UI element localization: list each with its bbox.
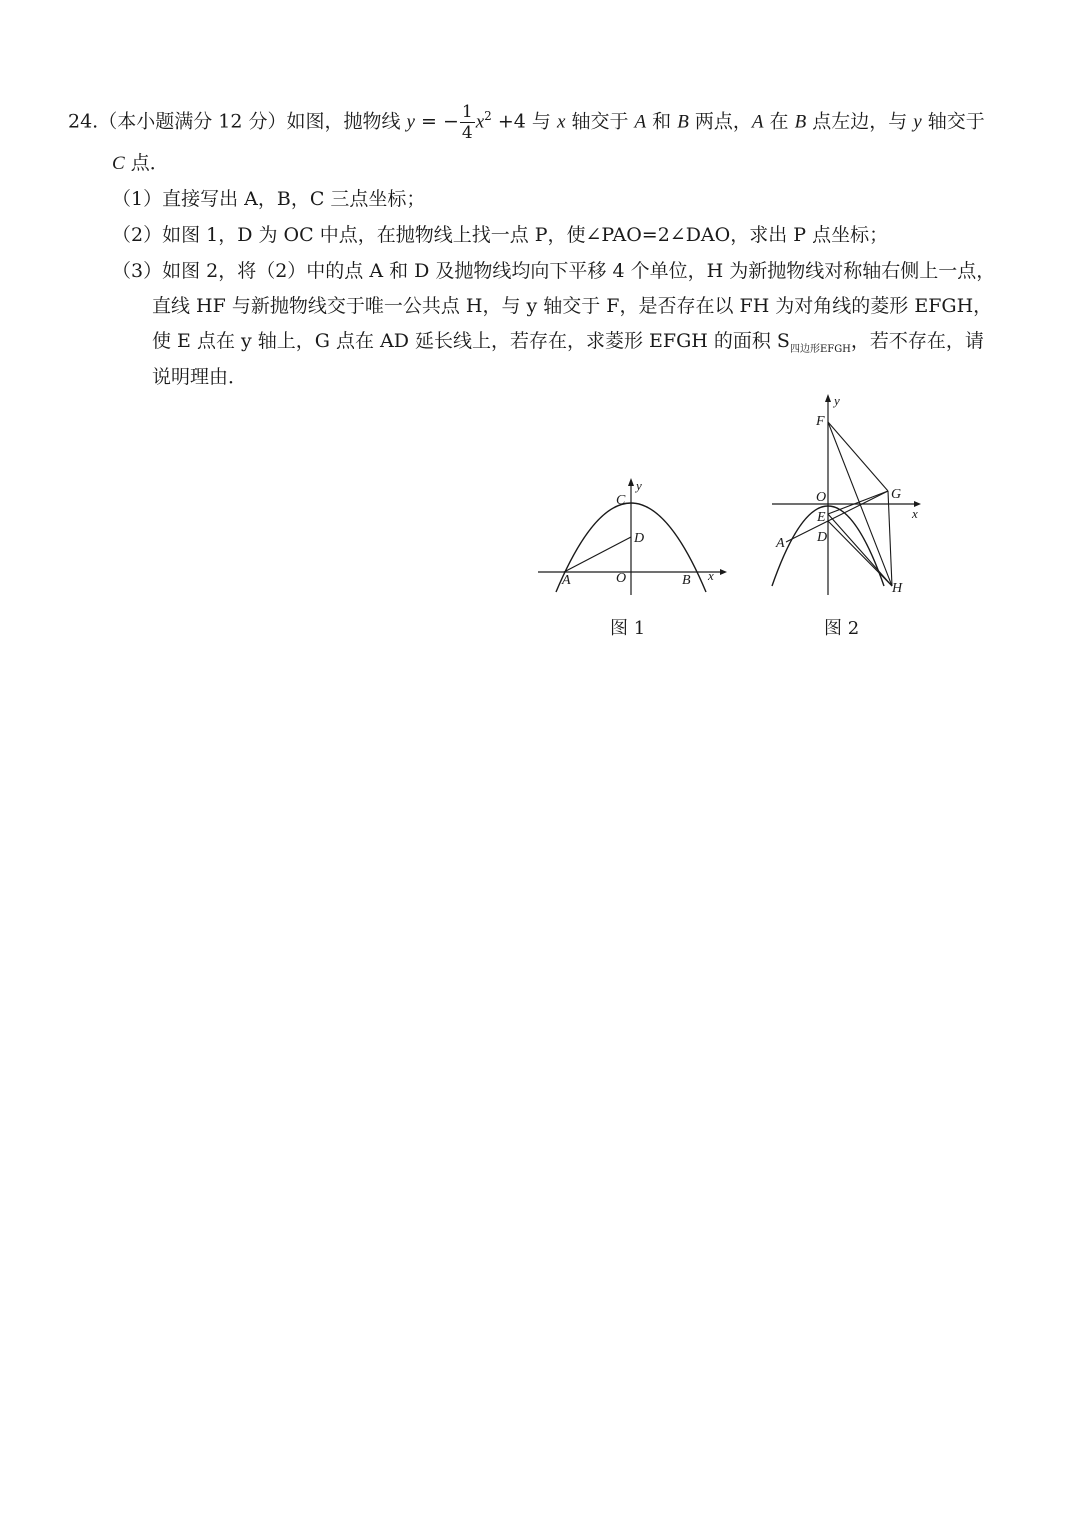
var-y: y xyxy=(913,111,922,133)
part-3-label: （3） xyxy=(112,260,163,282)
area-subscript: 四边形EFGH xyxy=(789,343,851,355)
label-y: y xyxy=(636,478,642,493)
text-segment: 轴交于 xyxy=(921,110,985,133)
label-D: D xyxy=(634,531,645,546)
label-B: B xyxy=(682,573,691,588)
part-3-line-4 xyxy=(152,364,247,390)
text-segment: 与 xyxy=(525,110,557,133)
part-3-text: ，若不存在，请 xyxy=(850,330,984,352)
figure-2 xyxy=(764,390,934,610)
var-B: B xyxy=(677,111,689,133)
problem-meta: （本小题满分 12 分） xyxy=(98,110,287,133)
y-axis-arrow xyxy=(825,394,831,402)
part-3-line-3 xyxy=(152,328,984,363)
fraction-numerator: 1 xyxy=(461,102,473,122)
x-axis-arrow xyxy=(720,569,727,575)
part-2-label: （2） xyxy=(112,224,163,246)
label-A: A xyxy=(562,573,571,588)
label-F: F xyxy=(816,414,825,429)
segment-EH xyxy=(828,514,892,586)
part-3-text: 说明理由． xyxy=(152,366,248,388)
part-3-text: 如图 2，将（2）中的点 A 和 D 及抛物线均向下平移 4 个单位，H 为新抛物线对称轴右侧上一点， xyxy=(162,260,996,282)
part-3-line-1 xyxy=(112,258,995,284)
label-D: D xyxy=(817,530,828,545)
fraction-denominator: 4 xyxy=(461,123,473,143)
part-1-label: （1） xyxy=(112,188,163,210)
label-x: x xyxy=(912,506,918,521)
figure-2-caption: 图 2 xyxy=(824,618,860,639)
label-O: O xyxy=(816,490,827,505)
var-x: x xyxy=(556,111,566,133)
var-A: A xyxy=(634,111,647,133)
problem-line-1 xyxy=(68,102,985,143)
part-1 xyxy=(112,186,425,212)
var-A: A xyxy=(751,111,764,133)
part-2-text: 如图 1，D 为 OC 中点，在抛物线上找一点 P，使∠PAO=2∠DAO，求出 P 点坐标； xyxy=(162,224,889,246)
text-segment: 轴交于 xyxy=(565,110,635,133)
label-E: E xyxy=(817,510,826,525)
figure-1-caption: 图 1 xyxy=(610,618,646,639)
var-C: C xyxy=(112,153,125,174)
equation-equals: = − xyxy=(414,110,459,133)
part-3-line-2 xyxy=(152,293,992,319)
y-axis-arrow xyxy=(628,478,634,486)
label-C: C xyxy=(616,493,626,508)
part-3-text: 直线 HF 与新抛物线交于唯一公共点 H，与 y 轴交于 F，是否存在以 FH 为对角线的菱形 EFGH， xyxy=(152,295,993,317)
label-y: y xyxy=(834,393,840,408)
problem-line-2 xyxy=(112,150,169,177)
figure-1 xyxy=(530,470,730,600)
text-segment: 点左边，与 xyxy=(806,110,914,133)
label-G: G xyxy=(891,487,902,502)
equation-x: x xyxy=(475,111,485,133)
text-segment: 两点， xyxy=(688,110,752,133)
problem-number: 24. xyxy=(68,110,99,133)
part-3-text: 使 E 点在 y 轴上，G 点在 AD 延长线上，若存在，求菱形 EFGH 的面积 S xyxy=(152,330,790,352)
part-2 xyxy=(112,222,888,248)
line-AD-extended xyxy=(786,491,888,542)
equation-y: y xyxy=(406,111,415,133)
segment-DH xyxy=(828,521,892,586)
var-B: B xyxy=(794,111,807,133)
equation-exponent: 2 xyxy=(484,109,492,124)
segment-FG xyxy=(828,422,888,491)
equation-tail: +4 xyxy=(491,110,526,133)
equation-fraction xyxy=(460,102,475,143)
label-O: O xyxy=(616,571,627,586)
text-segment: 在 xyxy=(763,110,795,133)
label-x: x xyxy=(708,568,714,583)
text-segment: 和 xyxy=(646,110,678,133)
label-H: H xyxy=(892,581,903,596)
label-A: A xyxy=(776,536,785,551)
part-1-text: 直接写出 A，B，C 三点坐标； xyxy=(162,188,426,210)
text-segment: 点． xyxy=(124,152,169,174)
problem-intro: 如图，抛物线 xyxy=(286,110,401,133)
segment-GH xyxy=(888,491,892,586)
segment-EG xyxy=(828,491,888,514)
